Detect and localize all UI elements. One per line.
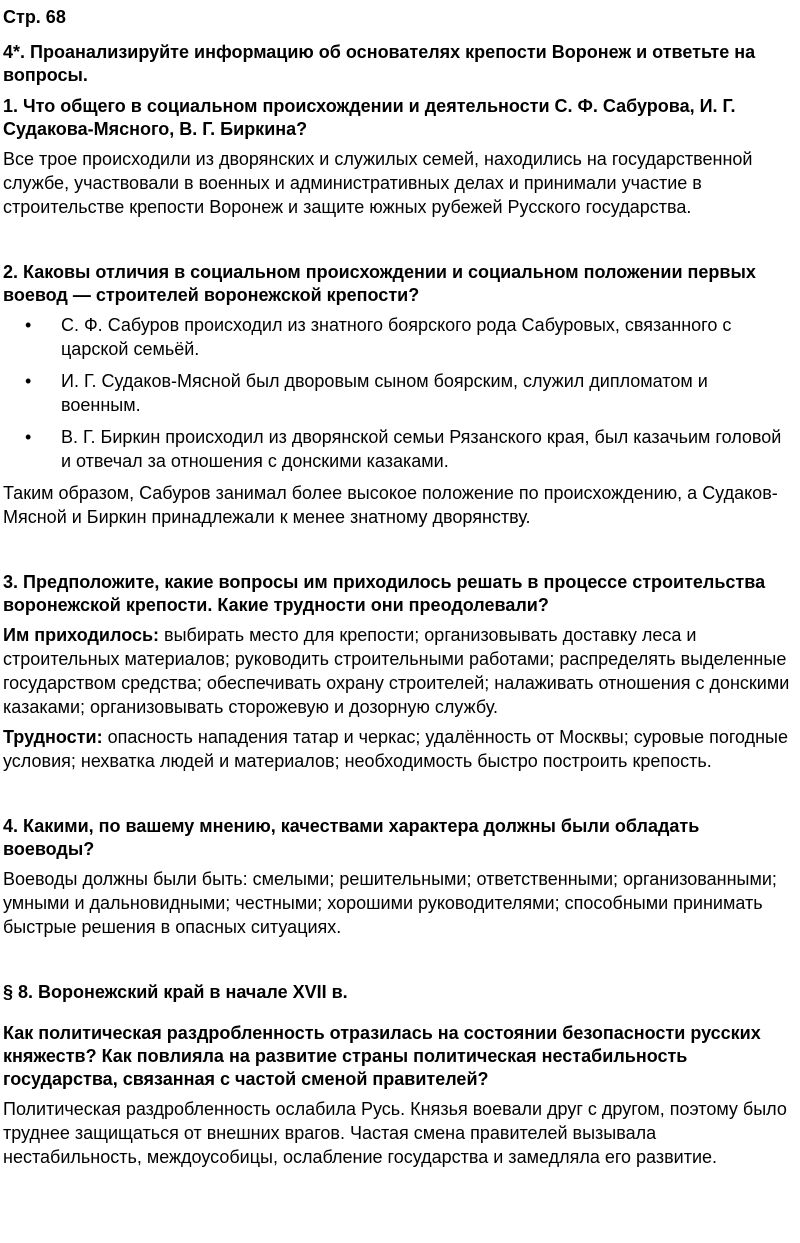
difficulties-label: Трудности: — [3, 727, 103, 747]
list-item — [3, 425, 792, 473]
question-3: 3. Предположите, какие вопросы им приходилось решать в процессе строительства воронежской крепости. Какие трудности они преодолевали? — [3, 572, 766, 615]
difficulties-text: опасность нападения татар и черкас; удалённость от Москвы; суровые погодные условия; нехватка людей и материалов; необходимость быстро построить крепость. — [3, 727, 789, 771]
question-block-3 — [3, 571, 792, 773]
spacer — [3, 773, 792, 815]
conclusion-2: Таким образом, Сабуров занимал более высокое положение по происхождению, а Судаков-Мясной и Биркин принадлежали к менее знатному дворянству. — [3, 483, 778, 527]
tasks-label: Им приходилось: — [3, 625, 160, 645]
bullet-icon: • — [25, 427, 32, 447]
list-item — [3, 313, 792, 361]
spacer — [3, 529, 792, 571]
list-item-text: И. Г. Судаков-Мясной был дворовым сыном боярским, служил дипломатом и военным. — [61, 371, 708, 415]
question-block-4 — [3, 815, 792, 939]
list-item-text: С. Ф. Сабуров происходил из знатного боярского рода Сабуровых, связанного с царской семьёй. — [61, 315, 732, 359]
question-1: 1. Что общего в социальном происхождении и деятельности С. Ф. Сабурова, И. Г. Судакова-Мясного, В. Г. Биркина? — [3, 96, 736, 139]
section-question: Как политическая раздробленность отразилась на состоянии безопасности русских княжеств? Как повлияла на развитие страны политическая нестабильность государства, связанная с частой сменой правителей? — [3, 1023, 761, 1089]
page-number: Стр. 68 — [3, 7, 66, 27]
task-title: 4*. Проанализируйте информацию об основателях крепости Воронеж и ответьте на вопросы. — [3, 42, 756, 85]
bullet-icon: • — [25, 315, 32, 335]
list-item-text: В. Г. Биркин происходил из дворянской семьи Рязанского края, был казачьим головой и отвечал за отношения с донскими казаками. — [61, 427, 782, 471]
section-block — [3, 981, 792, 1169]
section-answer: Политическая раздробленность ослабила Русь. Князья воевали друг с другом, поэтому было труднее защищаться от внешних врагов. Частая смена правителей вызывала нестабильность, междоусобицы, ослабление государства и замедляла его развитие. — [3, 1099, 787, 1167]
answer-3-difficulties — [3, 725, 792, 773]
list-item — [3, 369, 792, 417]
spacer — [3, 219, 792, 261]
question-4: 4. Какими, по вашему мнению, качествами характера должны были обладать воеводы? — [3, 816, 700, 859]
question-block-2 — [3, 261, 792, 529]
tasks-text: выбирать место для крепости; организовывать доставку леса и строительных материалов; руководить строительными работами; распределять выделенные государством средства; обеспечивать охрану строителей; налаживать отношения с донскими казаками; организовывать сторожевую и дозорную службу. — [3, 625, 790, 717]
question-2: 2. Каковы отличия в социальном происхождении и социальном положении первых воевод — строителей воронежской крепости? — [3, 262, 756, 305]
answer-4: Воеводы должны были быть: смелыми; решительными; ответственными; организованными; умными и дальновидными; честными; хорошими руководителями; способными принимать быстрые решения в опасных ситуациях. — [3, 869, 777, 937]
spacer — [3, 939, 792, 981]
answer-1: Все трое происходили из дворянских и служилых семей, находились на государственной службе, участвовали в военных и административных делах и принимали участие в строительстве крепости Воронеж и защите южных рубежей Русского государства. — [3, 149, 753, 217]
answer-3-tasks — [3, 623, 792, 719]
question-block-1 — [3, 95, 792, 219]
section-title: § 8. Воронежский край в начале XVII в. — [3, 982, 348, 1002]
bullet-icon: • — [25, 371, 32, 391]
bullet-list — [3, 313, 792, 473]
